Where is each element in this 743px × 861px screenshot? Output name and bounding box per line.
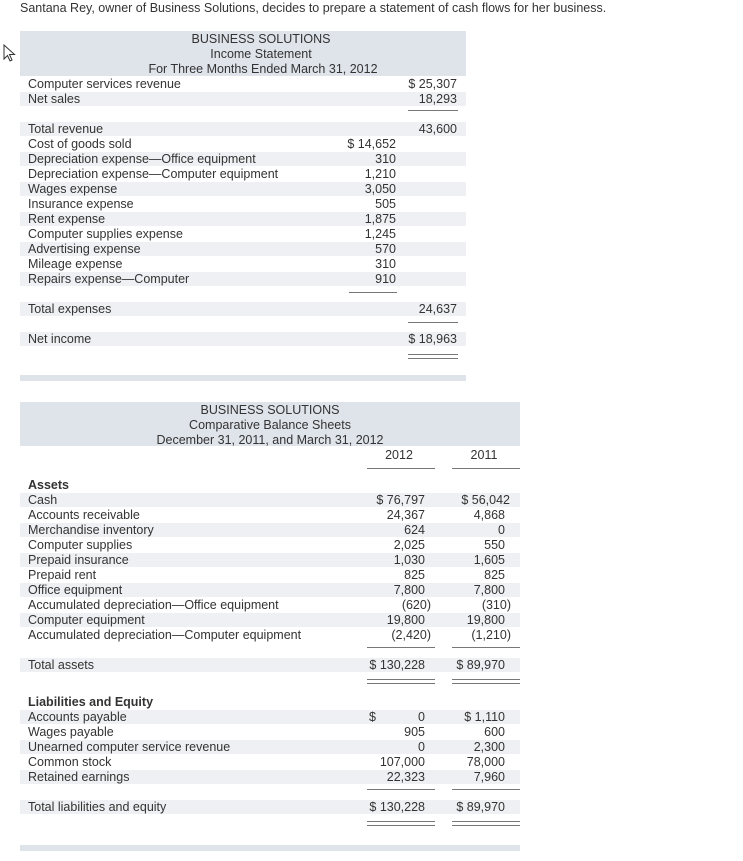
revenue-label: Computer services revenue (28, 77, 181, 91)
liability-value-2012: 905 (404, 725, 425, 739)
asset-value-2012: 1,030 (393, 553, 425, 567)
asset-value-2012: 624 (404, 523, 425, 537)
double-underline (452, 825, 520, 826)
expense-value: 910 (375, 272, 396, 286)
asset-value-2011: $ 56,042 (461, 493, 510, 507)
asset-value-2012: 2,025 (393, 538, 425, 552)
double-underline (452, 679, 520, 680)
asset-label: Computer supplies (28, 538, 133, 552)
asset-label: Cash (28, 493, 58, 507)
asset-value-2011: (1,210) (471, 628, 511, 642)
column-header-2011: 2011 (470, 448, 498, 462)
asset-value-2011: 550 (484, 538, 505, 552)
expense-value: 3,050 (364, 182, 396, 196)
expense-label: Repairs expense—Computer (28, 272, 190, 286)
liability-value-2011: $ 1,110 (464, 710, 505, 724)
asset-label: Prepaid rent (28, 568, 97, 582)
liability-label: Retained earnings (28, 770, 130, 784)
balance-title-period: December 31, 2011, and March 31, 2012 (156, 433, 384, 447)
revenue-value: 18,293 (418, 92, 457, 106)
revenue-value: $ 25,307 (408, 77, 457, 91)
liability-label: Wages payable (28, 725, 114, 739)
expense-value: 505 (375, 197, 396, 211)
asset-value-2011: 825 (484, 568, 505, 582)
asset-label: Accumulated depreciation—Computer equipment (28, 628, 302, 642)
asset-value-2011: 7,800 (473, 583, 505, 597)
double-underline (367, 825, 435, 826)
intro-text: Santana Rey, owner of Business Solutions, decides to prepare a statement of cash flows for her business. (20, 1, 607, 15)
underline (452, 789, 520, 790)
asset-label: Merchandise inventory (28, 523, 154, 537)
liability-value-2012: 0 (418, 740, 425, 754)
asset-value-2011: (310) (481, 598, 511, 612)
liability-value-2011: 600 (484, 725, 505, 739)
income-title-company: BUSINESS SOLUTIONS (191, 32, 331, 46)
header-underline (367, 468, 435, 469)
expense-label: Depreciation expense—Office equipment (28, 152, 256, 166)
underline (452, 647, 520, 648)
underline (408, 322, 458, 323)
expense-value: 570 (375, 242, 396, 256)
expense-label: Advertising expense (28, 242, 141, 256)
expense-label: Cost of goods sold (28, 137, 132, 151)
asset-value-2011: 0 (498, 523, 505, 537)
total-liabilities-2012: $ 130,228 (369, 800, 425, 814)
asset-value-2012: 825 (404, 568, 425, 582)
asset-value-2012: $ 76,797 (376, 493, 425, 507)
mouse-pointer-icon (3, 44, 17, 62)
income-title-name: Income Statement (210, 47, 312, 61)
double-underline (408, 358, 458, 359)
liability-value-2011: 7,960 (473, 770, 505, 784)
liability-value-2012: 0 (418, 710, 425, 724)
expense-value: 310 (375, 152, 396, 166)
expense-value: 310 (375, 257, 396, 271)
liability-label: Accounts payable (28, 710, 127, 724)
total-expenses-label: Total expenses (28, 302, 112, 316)
balance-footer-band (20, 845, 520, 851)
total-expenses-value: 24,637 (418, 302, 457, 316)
expense-value: 1,875 (364, 212, 396, 226)
expense-value: 1,245 (364, 227, 396, 241)
asset-label: Accumulated depreciation—Office equipment (28, 598, 279, 612)
asset-label: Computer equipment (28, 613, 145, 627)
expense-label: Depreciation expense—Computer equipment (28, 167, 279, 181)
underline (349, 292, 397, 293)
expense-label: Rent expense (28, 212, 106, 226)
asset-value-2012: (620) (401, 598, 431, 612)
income-title-period: For Three Months Ended March 31, 2012 (148, 62, 378, 76)
liability-value-2012: 22,323 (386, 770, 425, 784)
asset-value-2012: 7,800 (393, 583, 425, 597)
underline (367, 789, 435, 790)
expense-label: Computer supplies expense (28, 227, 183, 241)
underline (408, 110, 458, 111)
underline (367, 647, 435, 648)
total-revenue-value: 43,600 (418, 122, 457, 136)
total-assets-2011: $ 89,970 (456, 658, 505, 672)
total-liabilities-label: Total liabilities and equity (28, 800, 167, 814)
asset-label: Prepaid insurance (28, 553, 129, 567)
double-underline (367, 683, 435, 684)
asset-value-2012: 24,367 (386, 508, 425, 522)
total-assets-2012: $ 130,228 (369, 658, 425, 672)
double-underline (452, 683, 520, 684)
column-header-2012: 2012 (385, 448, 413, 462)
liability-label: Common stock (28, 755, 112, 769)
total-revenue-label: Total revenue (28, 122, 104, 136)
liability-value-2011: 2,300 (473, 740, 505, 754)
expense-value: 1,210 (364, 167, 396, 181)
liability-dollar-2012: $ (369, 710, 376, 724)
liability-value-2011: 78,000 (466, 755, 505, 769)
expense-label: Insurance expense (28, 197, 134, 211)
expense-value: $ 14,652 (347, 137, 396, 151)
net-income-value: $ 18,963 (408, 332, 457, 346)
double-underline (452, 821, 520, 822)
double-underline (367, 821, 435, 822)
expense-label: Mileage expense (28, 257, 123, 271)
total-assets-label: Total assets (28, 658, 95, 672)
liability-value-2012: 107,000 (379, 755, 425, 769)
assets-heading: Assets (28, 478, 69, 492)
asset-label: Accounts receivable (28, 508, 140, 522)
double-underline (367, 679, 435, 680)
asset-value-2012: (2,420) (391, 628, 431, 642)
income-footer-band (20, 375, 466, 381)
revenue-label: Net sales (28, 92, 81, 106)
expense-label: Wages expense (28, 182, 118, 196)
liability-label: Unearned computer service revenue (28, 740, 231, 754)
balance-title-name: Comparative Balance Sheets (189, 418, 351, 432)
total-liabilities-2011: $ 89,970 (456, 800, 505, 814)
asset-value-2011: 4,868 (473, 508, 505, 522)
balance-title-company: BUSINESS SOLUTIONS (200, 403, 340, 417)
asset-label: Office equipment (28, 583, 123, 597)
asset-value-2011: 19,800 (466, 613, 505, 627)
double-underline (408, 354, 458, 355)
net-income-label: Net income (28, 332, 92, 346)
asset-value-2012: 19,800 (386, 613, 425, 627)
asset-value-2011: 1,605 (473, 553, 505, 567)
liabilities-heading: Liabilities and Equity (28, 695, 154, 709)
header-underline (452, 468, 520, 469)
